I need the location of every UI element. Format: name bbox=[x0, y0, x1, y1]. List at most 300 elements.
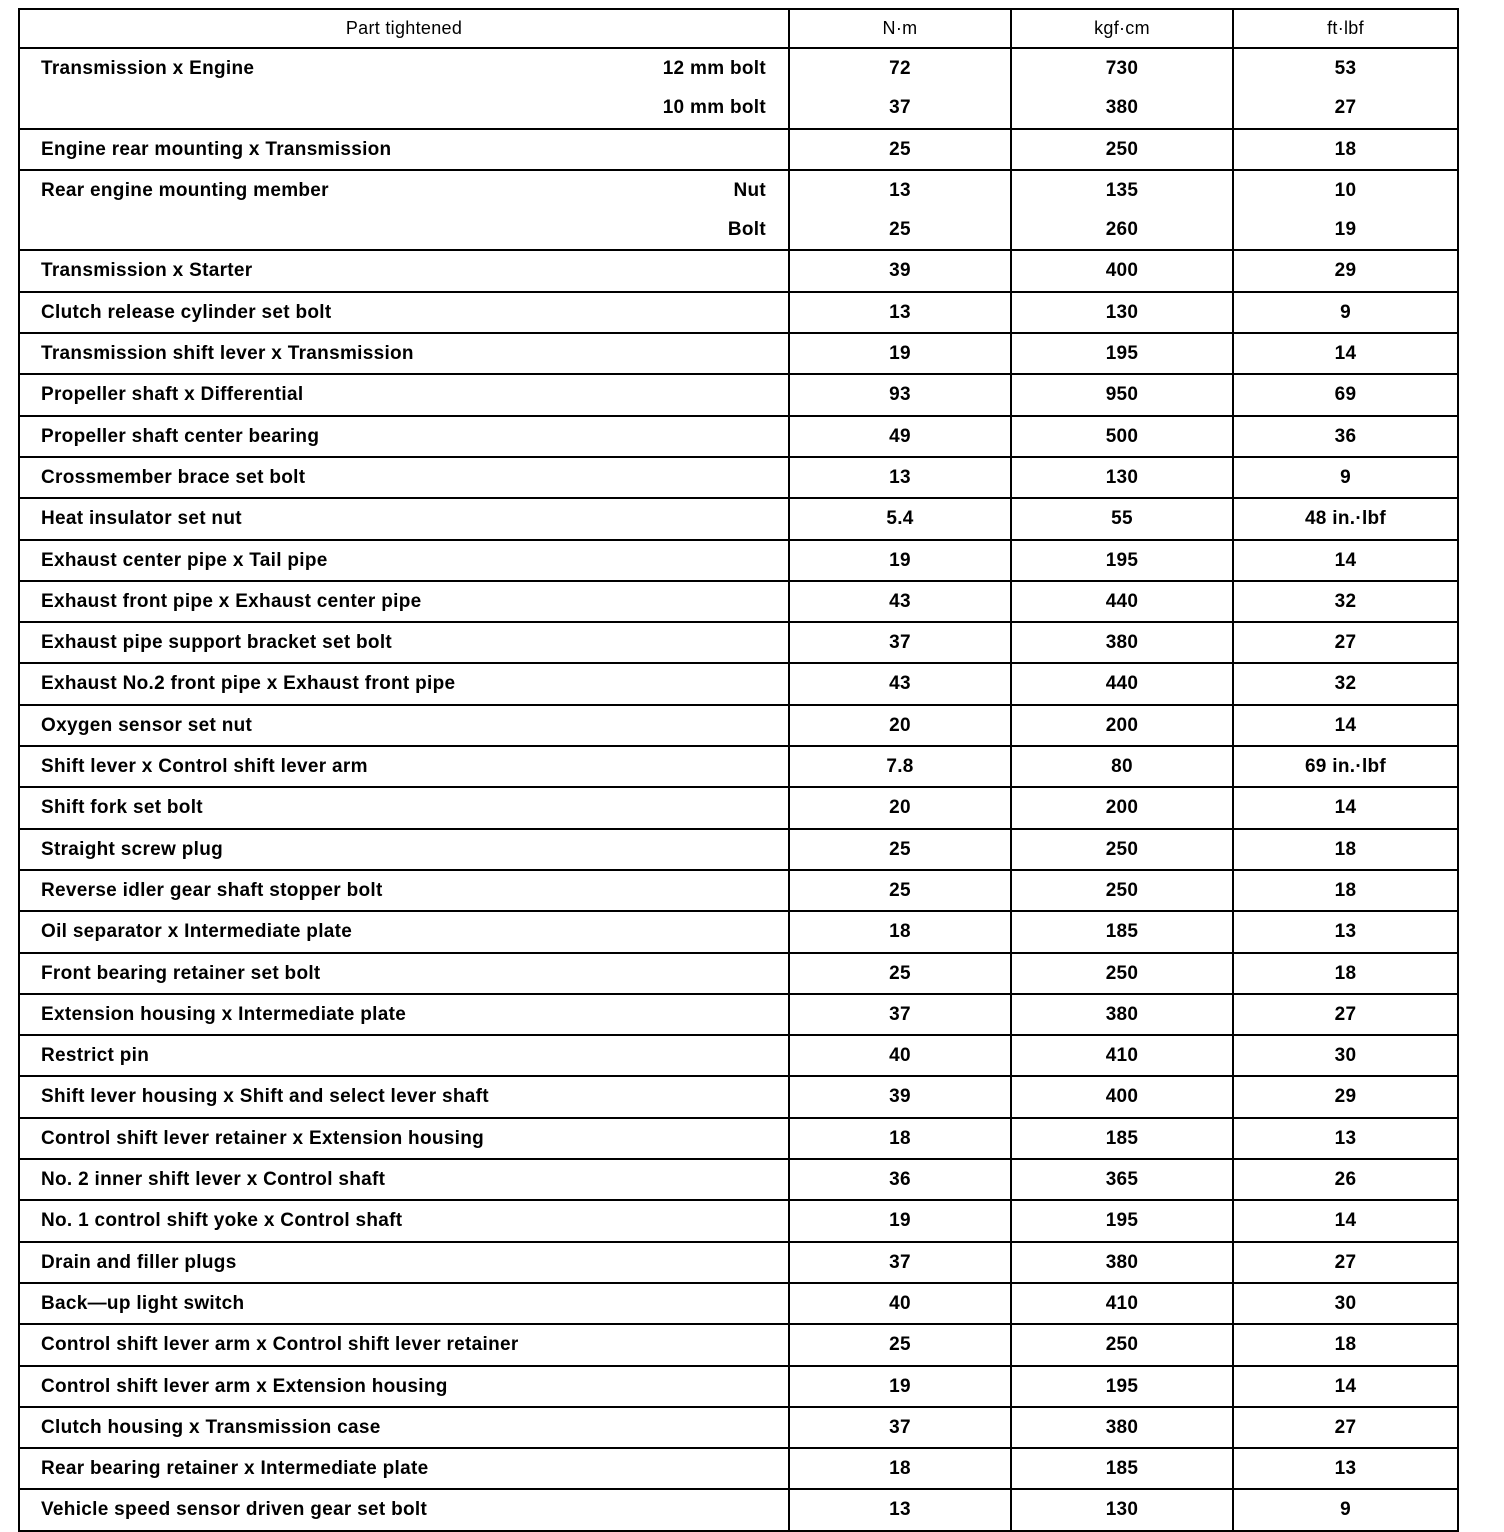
nm-value-cell bbox=[789, 622, 1011, 663]
kgf-cm-value-cell bbox=[1011, 374, 1233, 415]
part-cell bbox=[19, 170, 789, 251]
part-cell bbox=[19, 787, 789, 828]
nm-value: 37 bbox=[889, 1003, 911, 1025]
part-name: Reverse idler gear shaft stopper bolt bbox=[41, 879, 383, 901]
kgf-cm-value: 400 bbox=[1105, 260, 1139, 282]
part-cell bbox=[19, 1366, 789, 1407]
nm-value-cell bbox=[789, 1366, 1011, 1407]
kgf-cm-value-cell bbox=[1011, 622, 1233, 663]
ft-lbf-value: 36 bbox=[1334, 425, 1357, 447]
kgf-cm-value: 250 bbox=[1105, 838, 1139, 860]
kgf-cm-value-cell bbox=[1011, 787, 1233, 828]
header-kgf-cm: kgf·cm bbox=[1011, 9, 1233, 48]
part-name: Transmission x Starter bbox=[41, 260, 253, 282]
nm-value: 20 bbox=[889, 714, 911, 736]
ft-lbf-value-cell bbox=[1233, 129, 1458, 170]
ft-lbf-value-cell bbox=[1233, 1283, 1458, 1324]
kgf-cm-value-cell bbox=[1011, 1407, 1233, 1448]
ft-lbf-value: 27 bbox=[1334, 632, 1357, 654]
nm-value: 25 bbox=[889, 1334, 911, 1356]
part-cell bbox=[19, 1118, 789, 1159]
nm-value-cell bbox=[789, 48, 1011, 129]
ft-lbf-value: 14 bbox=[1334, 797, 1357, 819]
table-row bbox=[19, 911, 1458, 952]
ft-lbf-value: 9 bbox=[1340, 301, 1351, 323]
kgf-cm-value: 185 bbox=[1105, 1127, 1139, 1149]
table-row bbox=[19, 663, 1458, 704]
ft-lbf-value-cell bbox=[1233, 1324, 1458, 1365]
part-name: Exhaust pipe support bracket set bolt bbox=[41, 632, 393, 654]
ft-lbf-value: 9 bbox=[1340, 1499, 1351, 1521]
ft-lbf-value: 27 bbox=[1334, 1251, 1357, 1273]
table-row bbox=[19, 250, 1458, 291]
ft-lbf-value: 9 bbox=[1340, 466, 1351, 488]
part-line bbox=[20, 582, 788, 621]
ft-lbf-value-cell bbox=[1233, 870, 1458, 911]
part-name: Oxygen sensor set nut bbox=[41, 714, 253, 736]
kgf-cm-value-cell bbox=[1011, 911, 1233, 952]
kgf-cm-value: 250 bbox=[1105, 879, 1139, 901]
table-row bbox=[19, 374, 1458, 415]
ft-lbf-value-cell bbox=[1233, 416, 1458, 457]
nm-value-cell bbox=[789, 416, 1011, 457]
part-cell bbox=[19, 829, 789, 870]
part-name: Crossmember brace set bolt bbox=[41, 466, 306, 488]
nm-value: 43 bbox=[889, 673, 911, 695]
part-name: Transmission shift lever x Transmission bbox=[41, 343, 414, 365]
table-row bbox=[19, 1324, 1458, 1365]
part-cell bbox=[19, 333, 789, 374]
kgf-cm-value-cell bbox=[1011, 994, 1233, 1035]
part-cell bbox=[19, 1324, 789, 1365]
kgf-cm-value: 250 bbox=[1105, 138, 1139, 160]
ft-lbf-value: 18 bbox=[1334, 962, 1357, 984]
table-row bbox=[19, 1159, 1458, 1200]
table-row bbox=[19, 170, 1458, 251]
nm-value-cell bbox=[789, 498, 1011, 539]
kgf-cm-value: 380 bbox=[1105, 97, 1139, 119]
kgf-cm-value-cell bbox=[1011, 129, 1233, 170]
nm-value: 20 bbox=[889, 797, 911, 819]
part-name: Shift lever x Control shift lever arm bbox=[41, 756, 368, 778]
table-row bbox=[19, 953, 1458, 994]
part-name: Propeller shaft center bearing bbox=[41, 425, 320, 447]
nm-value: 37 bbox=[889, 97, 911, 119]
ft-lbf-value: 13 bbox=[1334, 1127, 1357, 1149]
nm-value-cell bbox=[789, 1407, 1011, 1448]
kgf-cm-value-cell bbox=[1011, 1242, 1233, 1283]
kgf-cm-value: 380 bbox=[1105, 632, 1139, 654]
kgf-cm-value-cell bbox=[1011, 1448, 1233, 1489]
part-name: Control shift lever arm x Extension housing bbox=[41, 1375, 448, 1397]
part-cell bbox=[19, 663, 789, 704]
part-cell bbox=[19, 416, 789, 457]
kgf-cm-value: 250 bbox=[1105, 1334, 1139, 1356]
nm-value: 40 bbox=[889, 1045, 911, 1067]
part-line bbox=[20, 664, 788, 703]
ft-lbf-value: 18 bbox=[1334, 138, 1357, 160]
part-line bbox=[20, 541, 788, 580]
part-name: No. 1 control shift yoke x Control shaft bbox=[41, 1210, 403, 1232]
part-name: Vehicle speed sensor driven gear set bolt bbox=[41, 1499, 428, 1521]
kgf-cm-value-cell bbox=[1011, 746, 1233, 787]
part-name: Extension housing x Intermediate plate bbox=[41, 1003, 407, 1025]
part-line bbox=[20, 417, 788, 456]
part-name: Clutch housing x Transmission case bbox=[41, 1416, 381, 1438]
nm-value-cell bbox=[789, 1324, 1011, 1365]
ft-lbf-value: 69 bbox=[1334, 384, 1357, 406]
table-row bbox=[19, 48, 1458, 129]
ft-lbf-value-cell bbox=[1233, 1448, 1458, 1489]
kgf-cm-value: 400 bbox=[1105, 1086, 1139, 1108]
nm-value: 37 bbox=[889, 1416, 911, 1438]
kgf-cm-value-cell bbox=[1011, 953, 1233, 994]
table-row bbox=[19, 333, 1458, 374]
part-name: No. 2 inner shift lever x Control shaft bbox=[41, 1169, 386, 1191]
part-name: Control shift lever retainer x Extension housing bbox=[41, 1127, 485, 1149]
part-cell bbox=[19, 1035, 789, 1076]
part-line bbox=[20, 706, 788, 745]
kgf-cm-value: 130 bbox=[1105, 466, 1139, 488]
kgf-cm-value-cell bbox=[1011, 870, 1233, 911]
nm-value-cell bbox=[789, 250, 1011, 291]
nm-value: 13 bbox=[889, 179, 911, 201]
ft-lbf-value: 13 bbox=[1334, 1458, 1357, 1480]
ft-lbf-value-cell bbox=[1233, 911, 1458, 952]
part-cell bbox=[19, 1076, 789, 1117]
kgf-cm-value-cell bbox=[1011, 1159, 1233, 1200]
table-row bbox=[19, 1489, 1458, 1530]
ft-lbf-value: 48 in.·lbf bbox=[1304, 508, 1387, 530]
nm-value: 19 bbox=[889, 1210, 911, 1232]
nm-value: 18 bbox=[889, 921, 911, 943]
ft-lbf-value: 69 in.·lbf bbox=[1304, 756, 1387, 778]
kgf-cm-value-cell bbox=[1011, 1200, 1233, 1241]
part-cell bbox=[19, 581, 789, 622]
nm-value-cell bbox=[789, 1283, 1011, 1324]
table-row bbox=[19, 994, 1458, 1035]
kgf-cm-value: 410 bbox=[1105, 1292, 1139, 1314]
kgf-cm-value: 365 bbox=[1105, 1169, 1139, 1191]
nm-value: 25 bbox=[889, 219, 911, 241]
nm-value: 49 bbox=[889, 425, 911, 447]
ft-lbf-value: 14 bbox=[1334, 343, 1357, 365]
kgf-cm-value: 410 bbox=[1105, 1045, 1139, 1067]
ft-lbf-value-cell bbox=[1233, 292, 1458, 333]
kgf-cm-value-cell bbox=[1011, 250, 1233, 291]
nm-value-cell bbox=[789, 374, 1011, 415]
part-name: Clutch release cylinder set bolt bbox=[41, 301, 332, 323]
part-name: Heat insulator set nut bbox=[41, 508, 242, 530]
nm-value: 25 bbox=[889, 962, 911, 984]
kgf-cm-value-cell bbox=[1011, 1118, 1233, 1159]
nm-value: 25 bbox=[889, 138, 911, 160]
ft-lbf-value: 30 bbox=[1334, 1045, 1357, 1067]
part-line bbox=[20, 251, 788, 290]
nm-value: 13 bbox=[889, 466, 911, 488]
part-name: Shift lever housing x Shift and select lever shaft bbox=[41, 1086, 489, 1108]
part-line bbox=[20, 210, 788, 249]
kgf-cm-value: 200 bbox=[1105, 714, 1139, 736]
kgf-cm-value: 250 bbox=[1105, 962, 1139, 984]
kgf-cm-value-cell bbox=[1011, 333, 1233, 374]
nm-value-cell bbox=[789, 1489, 1011, 1530]
ft-lbf-value-cell bbox=[1233, 1035, 1458, 1076]
ft-lbf-value: 14 bbox=[1334, 1210, 1357, 1232]
kgf-cm-value: 380 bbox=[1105, 1003, 1139, 1025]
part-cell bbox=[19, 1448, 789, 1489]
part-name: Straight screw plug bbox=[41, 838, 224, 860]
table-row bbox=[19, 416, 1458, 457]
table-row bbox=[19, 622, 1458, 663]
part-line bbox=[20, 747, 788, 786]
part-line bbox=[20, 1036, 788, 1075]
ft-lbf-value-cell bbox=[1233, 829, 1458, 870]
kgf-cm-value-cell bbox=[1011, 663, 1233, 704]
table-row bbox=[19, 1118, 1458, 1159]
part-line bbox=[20, 995, 788, 1034]
ft-lbf-value-cell bbox=[1233, 953, 1458, 994]
ft-lbf-value: 18 bbox=[1334, 1334, 1357, 1356]
table-row bbox=[19, 581, 1458, 622]
nm-value-cell bbox=[789, 457, 1011, 498]
part-line bbox=[20, 375, 788, 414]
kgf-cm-value: 730 bbox=[1105, 58, 1139, 79]
nm-value: 72 bbox=[889, 58, 911, 79]
kgf-cm-value-cell bbox=[1011, 829, 1233, 870]
kgf-cm-value: 195 bbox=[1105, 1375, 1139, 1397]
nm-value: 37 bbox=[889, 1251, 911, 1273]
part-cell bbox=[19, 870, 789, 911]
nm-value-cell bbox=[789, 663, 1011, 704]
table-header-row bbox=[19, 9, 1458, 48]
ft-lbf-value-cell bbox=[1233, 1366, 1458, 1407]
kgf-cm-value: 380 bbox=[1105, 1251, 1139, 1273]
part-name: Propeller shaft x Differential bbox=[41, 384, 304, 406]
part-line bbox=[20, 1201, 788, 1240]
part-cell bbox=[19, 953, 789, 994]
nm-value-cell bbox=[789, 581, 1011, 622]
kgf-cm-value-cell bbox=[1011, 581, 1233, 622]
table-body bbox=[19, 48, 1458, 1531]
ft-lbf-value: 29 bbox=[1334, 260, 1357, 282]
ft-lbf-value-cell bbox=[1233, 1118, 1458, 1159]
part-cell bbox=[19, 994, 789, 1035]
ft-lbf-value: 14 bbox=[1334, 549, 1357, 571]
nm-value: 19 bbox=[889, 343, 911, 365]
part-cell bbox=[19, 457, 789, 498]
kgf-cm-value-cell bbox=[1011, 416, 1233, 457]
kgf-cm-value: 260 bbox=[1105, 219, 1139, 241]
ft-lbf-value: 30 bbox=[1334, 1292, 1357, 1314]
ft-lbf-value-cell bbox=[1233, 1242, 1458, 1283]
fastener-spec: Nut bbox=[733, 179, 766, 201]
kgf-cm-value-cell bbox=[1011, 170, 1233, 251]
kgf-cm-value-cell bbox=[1011, 1324, 1233, 1365]
table-row bbox=[19, 129, 1458, 170]
kgf-cm-value: 80 bbox=[1111, 756, 1133, 778]
part-name: Back—up light switch bbox=[41, 1292, 245, 1314]
ft-lbf-value-cell bbox=[1233, 787, 1458, 828]
ft-lbf-value-cell bbox=[1233, 1407, 1458, 1448]
nm-value: 93 bbox=[889, 384, 911, 406]
part-cell bbox=[19, 374, 789, 415]
table-row bbox=[19, 746, 1458, 787]
header-ft-lbf: ft·lbf bbox=[1233, 9, 1458, 48]
part-line bbox=[20, 1119, 788, 1158]
table-row bbox=[19, 1366, 1458, 1407]
nm-value-cell bbox=[789, 1076, 1011, 1117]
nm-value-cell bbox=[789, 705, 1011, 746]
part-cell bbox=[19, 705, 789, 746]
header-part-tightened: Part tightened bbox=[19, 9, 789, 48]
part-line bbox=[20, 499, 788, 538]
ft-lbf-value: 19 bbox=[1334, 219, 1357, 241]
ft-lbf-value-cell bbox=[1233, 663, 1458, 704]
kgf-cm-value-cell bbox=[1011, 457, 1233, 498]
nm-value-cell bbox=[789, 129, 1011, 170]
kgf-cm-value: 185 bbox=[1105, 1458, 1139, 1480]
part-name: Engine rear mounting x Transmission bbox=[41, 138, 392, 160]
nm-value: 39 bbox=[889, 260, 911, 282]
part-line bbox=[20, 788, 788, 827]
part-line bbox=[20, 871, 788, 910]
table-row bbox=[19, 705, 1458, 746]
part-line bbox=[20, 293, 788, 332]
part-cell bbox=[19, 1489, 789, 1530]
ft-lbf-value: 10 bbox=[1334, 179, 1357, 201]
header-nm: N·m bbox=[789, 9, 1011, 48]
part-name: Drain and filler plugs bbox=[41, 1251, 237, 1273]
nm-value-cell bbox=[789, 746, 1011, 787]
nm-value-cell bbox=[789, 1035, 1011, 1076]
torque-spec-table bbox=[18, 8, 1459, 1532]
fastener-spec: 12 mm bolt bbox=[662, 58, 766, 79]
nm-value-cell bbox=[789, 1159, 1011, 1200]
ft-lbf-value-cell bbox=[1233, 622, 1458, 663]
nm-value: 13 bbox=[889, 301, 911, 323]
table-row bbox=[19, 457, 1458, 498]
kgf-cm-value: 440 bbox=[1105, 673, 1139, 695]
nm-value-cell bbox=[789, 292, 1011, 333]
nm-value: 7.8 bbox=[886, 756, 914, 778]
ft-lbf-value-cell bbox=[1233, 705, 1458, 746]
part-name: Exhaust No.2 front pipe x Exhaust front pipe bbox=[41, 673, 456, 695]
kgf-cm-value: 950 bbox=[1105, 384, 1139, 406]
ft-lbf-value-cell bbox=[1233, 540, 1458, 581]
nm-value-cell bbox=[789, 1448, 1011, 1489]
part-cell bbox=[19, 540, 789, 581]
part-name: Restrict pin bbox=[41, 1045, 150, 1067]
kgf-cm-value: 500 bbox=[1105, 425, 1139, 447]
table-row bbox=[19, 787, 1458, 828]
kgf-cm-value-cell bbox=[1011, 1283, 1233, 1324]
table-row bbox=[19, 498, 1458, 539]
table-row bbox=[19, 1448, 1458, 1489]
ft-lbf-value-cell bbox=[1233, 581, 1458, 622]
ft-lbf-value: 32 bbox=[1334, 673, 1357, 695]
nm-value: 18 bbox=[889, 1458, 911, 1480]
part-line bbox=[20, 171, 788, 210]
part-line bbox=[20, 1367, 788, 1406]
ft-lbf-value-cell bbox=[1233, 1159, 1458, 1200]
nm-value-cell bbox=[789, 911, 1011, 952]
kgf-cm-value: 195 bbox=[1105, 549, 1139, 571]
nm-value-cell bbox=[789, 333, 1011, 374]
part-line bbox=[20, 1243, 788, 1282]
nm-value: 18 bbox=[889, 1127, 911, 1149]
nm-value: 19 bbox=[889, 1375, 911, 1397]
fastener-spec: 10 mm bolt bbox=[662, 97, 766, 119]
part-cell bbox=[19, 1407, 789, 1448]
part-line bbox=[20, 954, 788, 993]
nm-value-cell bbox=[789, 994, 1011, 1035]
part-line bbox=[20, 130, 788, 169]
kgf-cm-value-cell bbox=[1011, 1035, 1233, 1076]
kgf-cm-value: 380 bbox=[1105, 1416, 1139, 1438]
ft-lbf-value-cell bbox=[1233, 1076, 1458, 1117]
kgf-cm-value-cell bbox=[1011, 540, 1233, 581]
part-cell bbox=[19, 129, 789, 170]
nm-value-cell bbox=[789, 1242, 1011, 1283]
part-cell bbox=[19, 1159, 789, 1200]
ft-lbf-value: 14 bbox=[1334, 1375, 1357, 1397]
fastener-spec: Bolt bbox=[727, 219, 766, 241]
part-line bbox=[20, 458, 788, 497]
nm-value: 36 bbox=[889, 1169, 911, 1191]
ft-lbf-value: 13 bbox=[1334, 921, 1357, 943]
part-line bbox=[20, 88, 788, 127]
kgf-cm-value: 135 bbox=[1105, 179, 1139, 201]
ft-lbf-value: 18 bbox=[1334, 879, 1357, 901]
nm-value: 25 bbox=[889, 838, 911, 860]
ft-lbf-value-cell bbox=[1233, 746, 1458, 787]
kgf-cm-value-cell bbox=[1011, 1366, 1233, 1407]
kgf-cm-value: 195 bbox=[1105, 343, 1139, 365]
nm-value-cell bbox=[789, 170, 1011, 251]
ft-lbf-value-cell bbox=[1233, 48, 1458, 129]
nm-value-cell bbox=[789, 540, 1011, 581]
table-row bbox=[19, 870, 1458, 911]
part-cell bbox=[19, 911, 789, 952]
kgf-cm-value: 195 bbox=[1105, 1210, 1139, 1232]
table-row bbox=[19, 1242, 1458, 1283]
kgf-cm-value-cell bbox=[1011, 1076, 1233, 1117]
part-name: Rear engine mounting member bbox=[41, 179, 329, 201]
ft-lbf-value-cell bbox=[1233, 1200, 1458, 1241]
ft-lbf-value: 26 bbox=[1334, 1169, 1357, 1191]
kgf-cm-value-cell bbox=[1011, 48, 1233, 129]
part-line bbox=[20, 1449, 788, 1488]
ft-lbf-value: 27 bbox=[1334, 1003, 1357, 1025]
part-line bbox=[20, 1325, 788, 1364]
table-row bbox=[19, 540, 1458, 581]
table-row bbox=[19, 1035, 1458, 1076]
part-line bbox=[20, 912, 788, 951]
part-cell bbox=[19, 250, 789, 291]
nm-value: 19 bbox=[889, 549, 911, 571]
part-line bbox=[20, 1160, 788, 1199]
part-name: Exhaust center pipe x Tail pipe bbox=[41, 549, 328, 571]
ft-lbf-value: 14 bbox=[1334, 714, 1357, 736]
ft-lbf-value: 53 bbox=[1334, 58, 1357, 79]
ft-lbf-value-cell bbox=[1233, 994, 1458, 1035]
part-cell bbox=[19, 48, 789, 129]
table-row bbox=[19, 829, 1458, 870]
part-name: Transmission x Engine bbox=[41, 58, 255, 79]
part-line bbox=[20, 623, 788, 662]
table-row bbox=[19, 292, 1458, 333]
